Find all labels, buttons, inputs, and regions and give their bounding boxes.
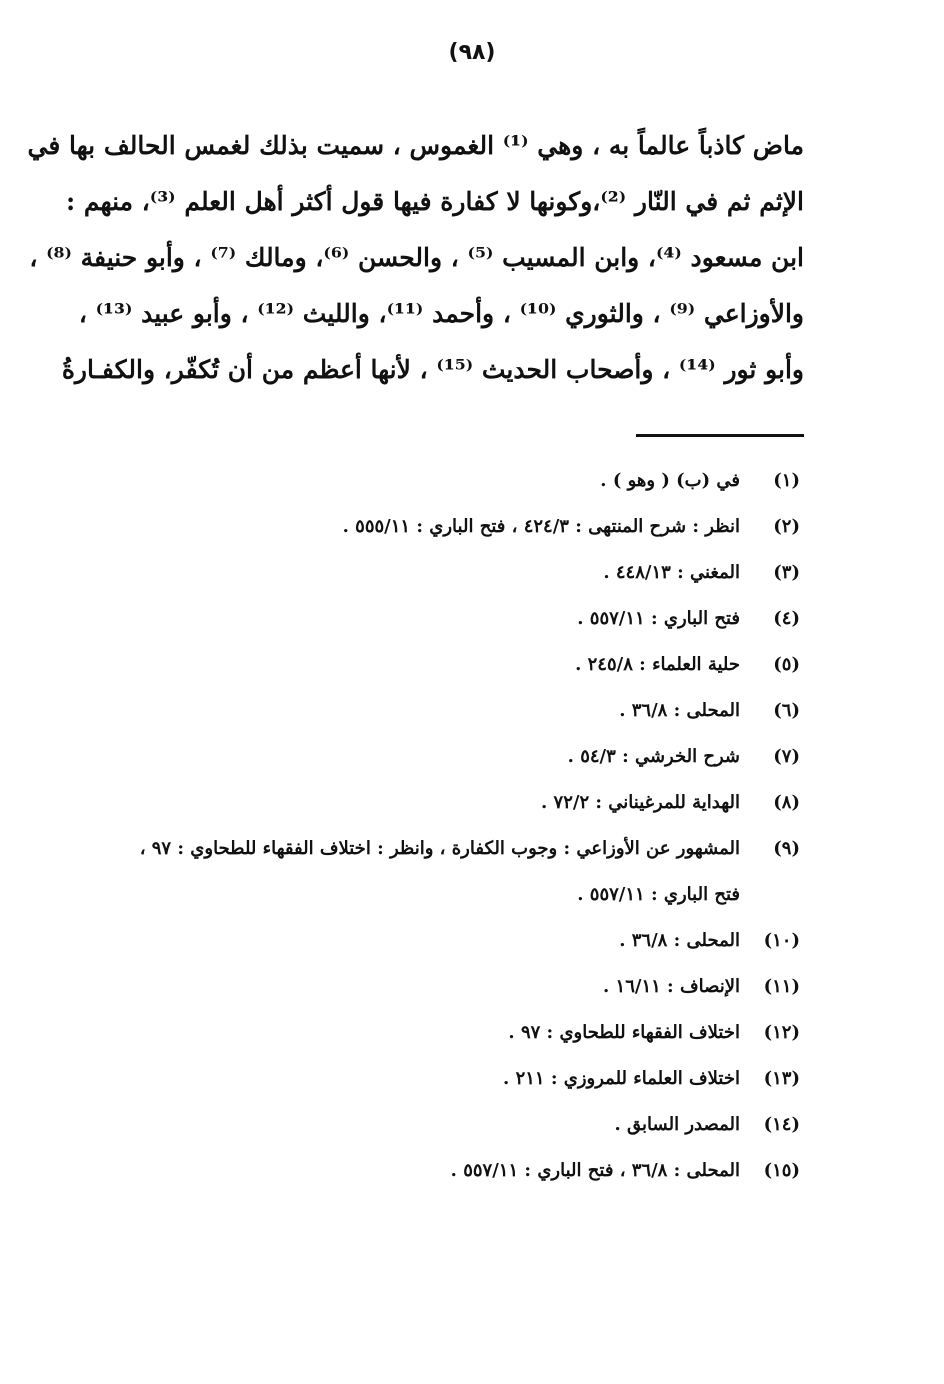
footnote-item: [80, 1102, 800, 1148]
footnote-number: (٢): [773, 516, 800, 537]
footnote-text: شرح الخرشي : ٥٤/٣ .: [567, 746, 740, 767]
footnote-item: [80, 504, 800, 550]
text-line: وأبو ثور ⁽¹⁴⁾ ، وأصحاب الحديث ⁽¹⁵⁾ ، لأنها أعظم من أن تُكفّر، والكفـارةُ: [61, 355, 804, 384]
footnote-number: (٥): [773, 654, 800, 675]
footnote-number: (٩): [773, 838, 800, 859]
footnote-text: في (ب) ( وهو ) .: [600, 470, 740, 491]
footnote-text: المشهور عن الأوزاعي : وجوب الكفارة ، وانظر : اختلاف الفقهاء للطحاوي : ٩٧ ،: [139, 838, 740, 859]
footnote-item: [80, 550, 800, 596]
footnote-text: المغني : ٤٤٨/١٣ .: [603, 562, 740, 583]
page-number: (٩٨): [448, 40, 496, 65]
footnote-item: [80, 964, 800, 1010]
footnote-number: (٣): [773, 562, 800, 583]
footnote-text: المحلى : ٣٦/٨ .: [619, 930, 740, 951]
footnote-item: [80, 780, 800, 826]
footnote-item: [80, 642, 800, 688]
footnote-number: (١٥): [763, 1160, 800, 1181]
footnote-item: [80, 918, 800, 964]
footnote-item: [80, 826, 800, 918]
footnote-text: المحلى : ٣٦/٨ .: [619, 700, 740, 721]
footnote-item: [80, 734, 800, 780]
footnote-text: الإنصاف : ١٦/١١ .: [602, 976, 740, 997]
footnote-number: (٧): [773, 746, 800, 767]
footnote-text: انظر : شرح المنتهى : ٤٢٤/٣ ، فتح الباري : ٥٥٥/١١ .: [342, 516, 740, 537]
footnote-item: [80, 1148, 800, 1194]
footnotes-list: [80, 458, 800, 1194]
footnote-number: (١٤): [763, 1114, 800, 1135]
footnote-text: اختلاف الفقهاء للطحاوي : ٩٧ .: [508, 1022, 740, 1043]
footnote-text: المحلى : ٣٦/٨ ، فتح الباري : ٥٥٧/١١ .: [450, 1160, 740, 1181]
text-line: ماض كاذباً عالماً به ، وهي ⁽¹⁾ الغموس ، سميت بذلك لغمس الحالف بها في: [27, 131, 804, 160]
footnote-item: [80, 1010, 800, 1056]
footnote-number: (١٢): [763, 1022, 800, 1043]
footnote-text: الهداية للمرغيناني : ٧٢/٢ .: [540, 792, 740, 813]
text-line: ابن مسعود ⁽⁴⁾، وابن المسيب ⁽⁵⁾ ، والحسن ⁽⁶⁾، ومالك ⁽⁷⁾ ، وأبو حنيفة ⁽⁸⁾ ،: [29, 243, 804, 272]
footnote-number: (١١): [763, 976, 800, 997]
footnote-number: (٤): [773, 608, 800, 629]
footnote-number: (١٣): [763, 1068, 800, 1089]
footnote-item: [80, 596, 800, 642]
footnote-number: (١٠): [763, 930, 800, 951]
text-line: الإثم ثم في النّار ⁽²⁾،وكونها لا كفارة فيها قول أكثر أهل العلم ⁽³⁾، منهم :: [65, 187, 804, 216]
footnote-text-continued: فتح الباري : ٥٥٧/١١ .: [577, 884, 740, 905]
footnote-separator: [636, 434, 804, 437]
main-text: [27, 118, 804, 398]
footnote-text: اختلاف العلماء للمروزي : ٢١١ .: [503, 1068, 740, 1089]
footnote-item: [80, 1056, 800, 1102]
footnote-number: (٨): [773, 792, 800, 813]
footnote-text: فتح الباري : ٥٥٧/١١ .: [577, 608, 740, 629]
footnote-number: (٦): [773, 700, 800, 721]
footnote-item: [80, 458, 800, 504]
footnote-item: [80, 688, 800, 734]
footnote-text: المصدر السابق .: [614, 1114, 740, 1135]
text-line: والأوزاعي ⁽⁹⁾ ، والثوري ⁽¹⁰⁾ ، وأحمد ⁽¹¹⁾، والليث ⁽¹²⁾ ، وأبو عبيد ⁽¹³⁾ ،: [78, 299, 804, 328]
footnote-text: حلية العلماء : ٢٤٥/٨ .: [575, 654, 740, 675]
footnote-number: (١): [773, 470, 800, 491]
